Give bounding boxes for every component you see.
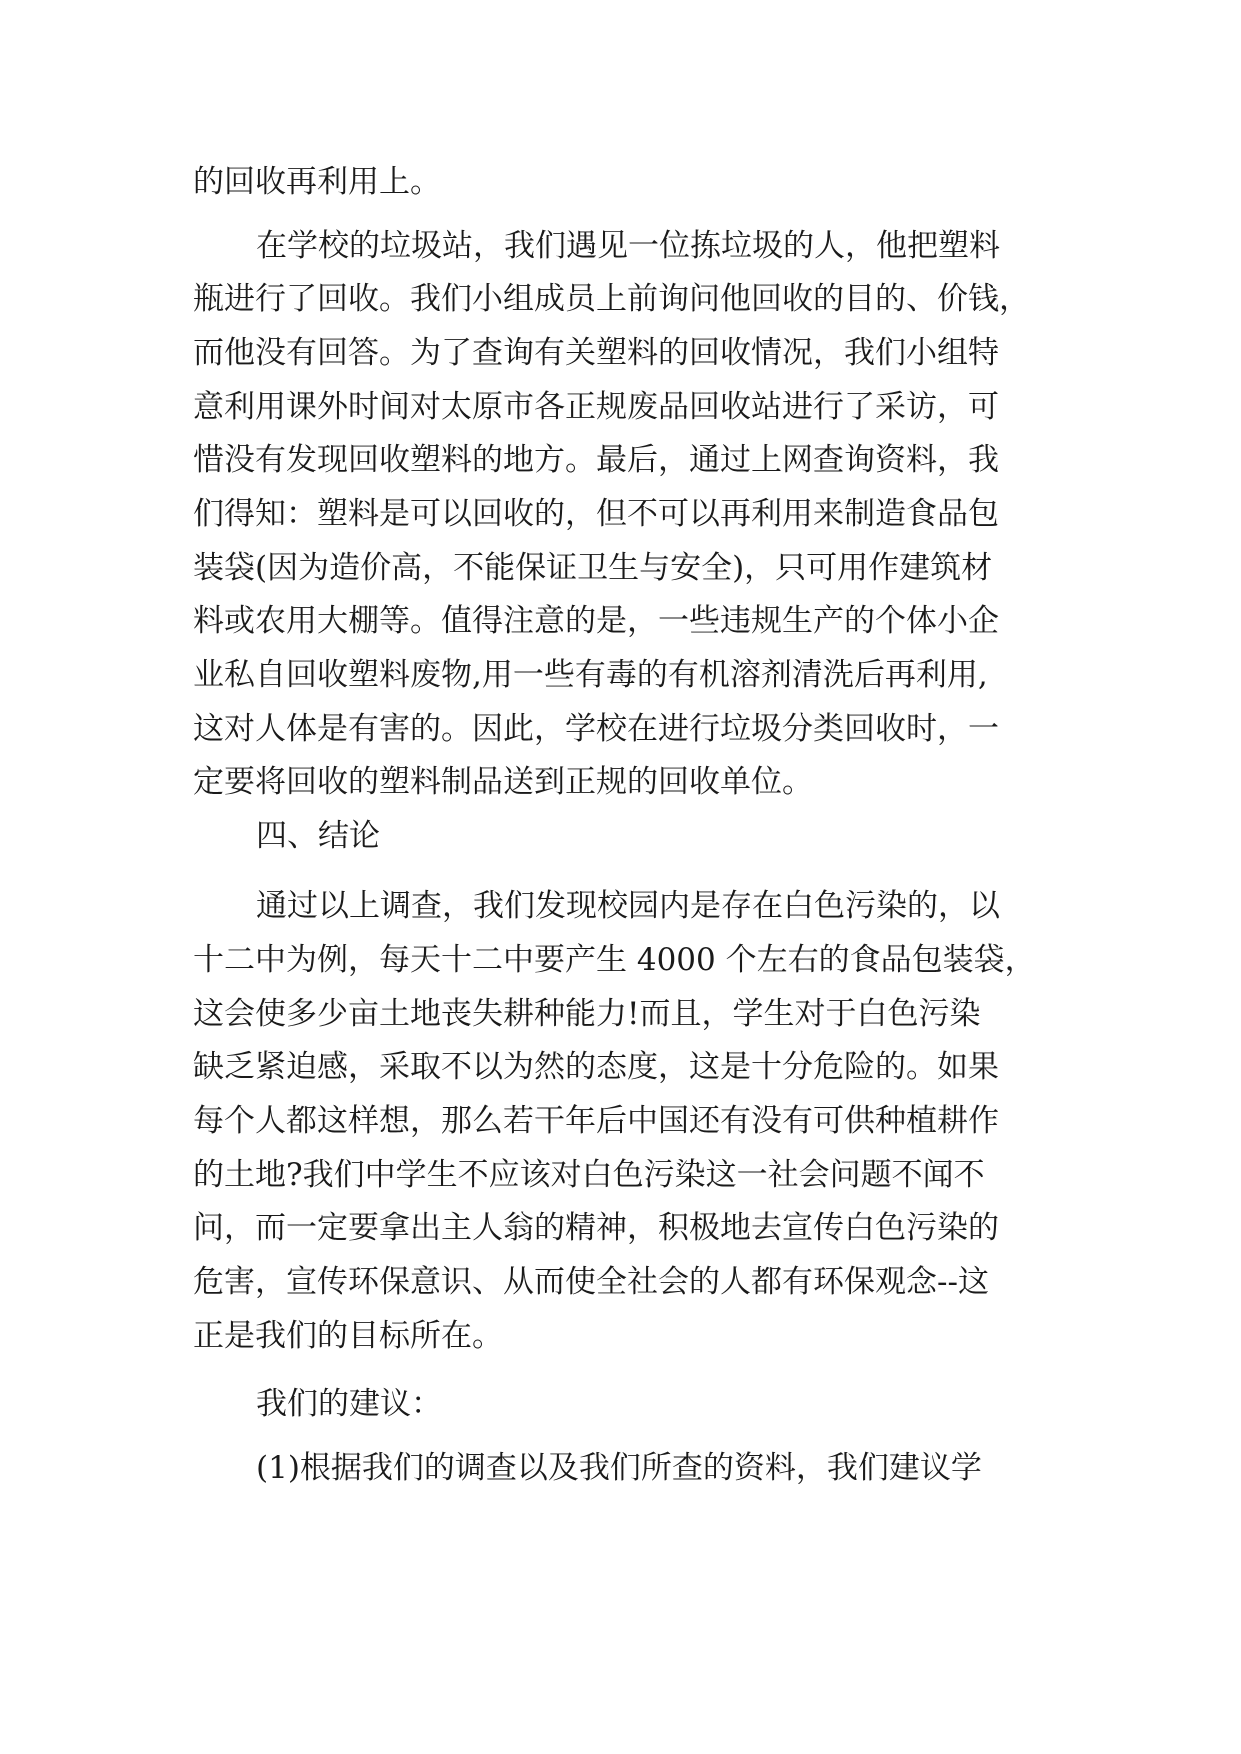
text-line: 惜没有发现回收塑料的地方。最后，通过上网查询资料，我 bbox=[193, 442, 999, 478]
text-line: 我们的建议： bbox=[256, 1386, 442, 1422]
text-line: 而他没有回答。为了查询有关塑料的回收情况，我们小组特 bbox=[193, 335, 999, 371]
text-line: 危害，宣传环保意识、从而使全社会的人都有环保观念--这 bbox=[193, 1264, 989, 1300]
text-line: 定要将回收的塑料制品送到正规的回收单位。 bbox=[193, 764, 813, 800]
text-line: 料或农用大棚等。值得注意的是，一些违规生产的个体小企 bbox=[193, 603, 999, 639]
text-line: (1)根据我们的调查以及我们所查的资料，我们建议学 bbox=[256, 1450, 982, 1486]
text-line: 正是我们的目标所在。 bbox=[193, 1318, 503, 1354]
text-line: 业私自回收塑料废物,用一些有毒的有机溶剂清洗后再利用, bbox=[193, 657, 988, 693]
text-line: 意利用课外时间对太原市各正规废品回收站进行了采访，可 bbox=[193, 389, 999, 425]
text-line: 装袋(因为造价高，不能保证卫生与安全)，只可用作建筑材 bbox=[193, 550, 993, 586]
text-line: 通过以上调查，我们发现校园内是存在白色污染的，以 bbox=[256, 888, 1000, 924]
text-line: 的土地?我们中学生不应该对白色污染这一社会问题不闻不 bbox=[193, 1157, 985, 1193]
text-line: 这对人体是有害的。因此，学校在进行垃圾分类回收时，一 bbox=[193, 711, 999, 747]
text-line: 每个人都这样想，那么若干年后中国还有没有可供种植耕作 bbox=[193, 1103, 999, 1139]
section-heading: 四、结论 bbox=[256, 818, 380, 854]
text-line: 十二中为例，每天十二中要产生 4000 个左右的食品包装袋， bbox=[193, 942, 1036, 978]
text-line: 这会使多少亩土地丧失耕种能力!而且，学生对于白色污染 bbox=[193, 996, 981, 1032]
text-line: 在学校的垃圾站，我们遇见一位拣垃圾的人，他把塑料 bbox=[256, 228, 1000, 264]
text-line: 瓶进行了回收。我们小组成员上前询问他回收的目的、价钱， bbox=[193, 281, 1030, 317]
text-line: 问，而一定要拿出主人翁的精神，积极地去宣传白色污染的 bbox=[193, 1210, 999, 1246]
text-line: 缺乏紧迫感，采取不以为然的态度，这是十分危险的。如果 bbox=[193, 1049, 999, 1085]
text-line: 们得知：塑料是可以回收的，但不可以再利用来制造食品包 bbox=[193, 496, 999, 532]
text-line: 的回收再利用上。 bbox=[193, 164, 441, 200]
